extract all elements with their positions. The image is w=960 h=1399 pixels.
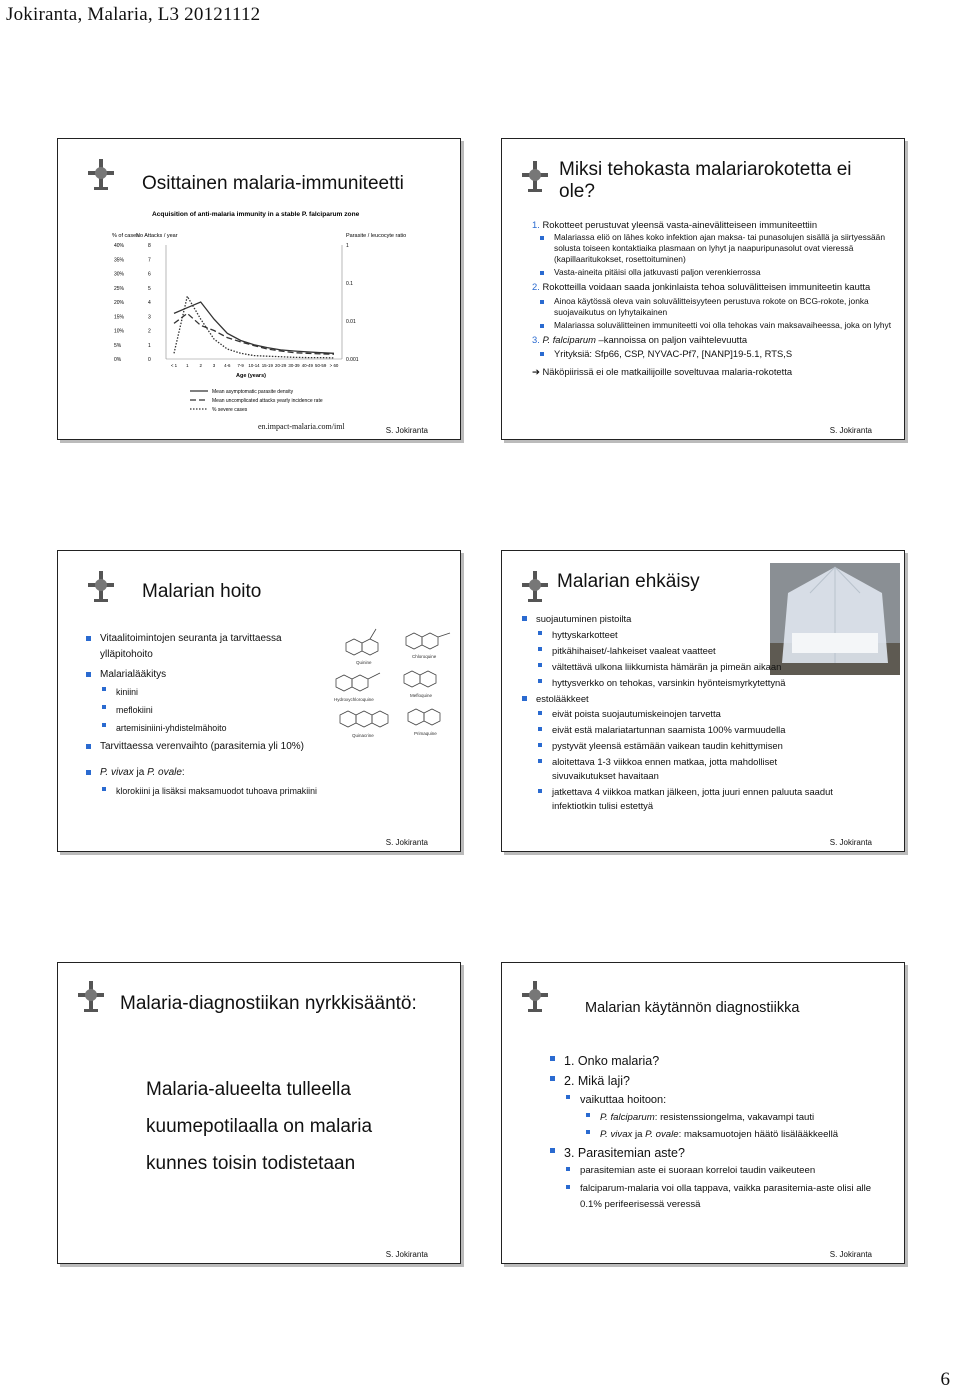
bullet: estolääkkeet: [522, 691, 892, 707]
bullet: vaikuttaa hoitoon:: [566, 1091, 895, 1109]
bullet: hyttyskarkotteet: [538, 627, 892, 643]
x-axis-label: Age (years): [236, 373, 266, 379]
y2-tick-label: 5: [148, 285, 151, 292]
drug-item: meflokiini: [102, 701, 336, 719]
y1-tick-label: 20%: [114, 300, 125, 306]
y1-tick-label: 0%: [114, 357, 122, 363]
x-tick-label: 3: [212, 363, 216, 368]
x-tick-label: 50-59: [315, 363, 327, 368]
structure-label: Quinacrine: [352, 733, 374, 738]
image-source: en.impact-malaria.com/iml: [258, 422, 345, 431]
question: 2. Mikä laji?: [550, 1071, 895, 1091]
arrow-icon: ➔: [532, 366, 540, 377]
conclusion: ➔ Näköpiirissä ei ole matkailijoille soveltuvaa malaria-rokotetta: [532, 366, 793, 377]
bullet: Malarialääkitys: [86, 667, 336, 683]
slide-rule: [57, 962, 461, 1264]
legend-label: Mean uncomplicated attacks yearly incidence rate: [212, 398, 323, 404]
immunity-chart: [110, 205, 410, 425]
bullet: Malariassa eliö on lähes koko infektion ajan maksa- tai punasolujen sisällä ja siirtyessään solusta toiseen kontaktiaika plasmaan on lyhyt ja naapuripunasolut ovat vieressä (kapillaaritukokset, rosettoituminen): [540, 232, 892, 265]
y1-tick-label: 15%: [114, 314, 125, 321]
slide-footer: S. Jokiranta: [385, 838, 428, 847]
x-tick-label: 30-39: [288, 363, 300, 368]
y2-tick-label: 7: [148, 257, 151, 264]
bullet: Ainoa käytössä oleva vain soluvälitteisyyteen perustuva rokote on BCG-rokote, jonka suojavaikutus on lyhytaikainen: [540, 296, 892, 318]
slide-title: Miksi tehokasta malariarokotetta ei ole?: [559, 159, 852, 202]
rule-line: kuumepotilaalla on malaria: [146, 1116, 373, 1137]
item-3: 3. P. falciparum –kannoissa on paljon vaihtelevuutta: [532, 334, 748, 345]
bullet: aloitettava 1-3 viikkoa ennen matkaa, jotta mahdolliset sivuvaikutukset havaitaan: [538, 755, 838, 783]
slide-footer: S. Jokiranta: [385, 1250, 428, 1259]
bullet: Vasta-aineita pitäisi olla jatkuvasti paljon verenkierrossa: [540, 267, 892, 278]
slide-title: Osittainen malaria-immuniteetti: [142, 173, 404, 194]
x-tick-label: 20-29: [275, 363, 287, 368]
drug-structures-image: [326, 619, 456, 749]
y2-tick-label: 2: [148, 328, 151, 335]
slide-title: Malarian hoito: [142, 581, 262, 602]
y1-tick-label: 35%: [114, 257, 125, 264]
y3-tick-label: 0.001: [346, 357, 359, 363]
university-logo-icon: [86, 157, 116, 195]
x-tick-label: 7-9: [237, 363, 244, 368]
x-tick-label: 40-49: [301, 363, 313, 368]
slide-body: [532, 219, 892, 378]
bullet: pystyvät yleensä estämään vaikean taudin kehittymisen: [538, 739, 838, 753]
structure-label: Mefloquine: [410, 693, 433, 698]
bullet: jatkettava 4 viikkoa matkan jälkeen, jotta juuri ennen paluuta saadut infektiotkin tulisi estettyä: [538, 785, 838, 813]
y2-tick-label: 3: [148, 314, 151, 321]
y3-tick-label: 0.1: [346, 281, 353, 287]
y2-label: No Attacks / year: [136, 233, 178, 239]
y3-tick-label: 0.01: [346, 319, 356, 325]
bullet: vältettävä ulkona liikkumista hämärän ja pimeän aikaan: [538, 659, 892, 675]
y1-tick-label: 10%: [114, 328, 125, 335]
drug-item: artemisiniini-yhdistelmähoito: [102, 719, 336, 737]
slide-title: Malaria-diagnostiikan nyrkkisääntö:: [120, 993, 417, 1014]
slide-footer: S. Jokiranta: [829, 838, 872, 847]
series-line: [174, 313, 334, 354]
x-tick-label: 10-14: [248, 363, 260, 368]
y1-tick-label: 30%: [114, 271, 125, 278]
bullet: Malariassa soluvälitteinen immuniteetti voi olla tehokas vain maksavaiheessa, joka on lyhyt: [540, 320, 892, 331]
doc-header: Jokiranta, Malaria, L3 20121112: [6, 4, 261, 25]
slide-immunity: [57, 138, 461, 440]
bullet: falciparum-malaria voi olla tappava, vaikka parasitemia-aste olisi alle 0.1% perifeerisessä veressä: [566, 1181, 886, 1213]
y2-tick-label: 6: [148, 271, 151, 278]
item-1: 1. Rokotteet perustuvat yleensä vasta-ainevälitteiseen immuniteettiin: [532, 219, 818, 230]
bullet: parasitemian aste ei suoraan korreloi taudin vaikeuteen: [566, 1163, 886, 1179]
x-tick-label: < 1: [170, 363, 178, 368]
y2-tick-label: 4: [148, 300, 151, 306]
item-2: 2. Rokotteilla voidaan saada jonkinlaista tehoa soluvälitteisen immuniteetin kautta: [532, 281, 871, 292]
x-tick-label: 4-6: [224, 363, 231, 368]
chart-title: Acquisition of anti-malaria immunity in a stable P. falciparum zone: [152, 211, 360, 218]
bullet: hyttysverkko on tehokas, varsinkin hyönteismyrkytettynä: [538, 675, 892, 691]
question: 3. Parasitemian aste?: [550, 1143, 895, 1163]
bullet: klorokiini ja lisäksi maksamuodot tuhoava primakiini: [102, 783, 402, 799]
drug-item: kiniini: [102, 683, 336, 701]
university-logo-icon: [76, 979, 106, 1017]
rule-line: kunnes toisin todistetaan: [146, 1153, 356, 1174]
slide-footer: S. Jokiranta: [829, 426, 872, 435]
structure-label: Hydroxychloroquine: [334, 697, 374, 702]
bullet: suojautuminen pistoilta: [522, 611, 892, 627]
y3-label: Parasite / leucocyte ratio: [346, 233, 407, 239]
bullet: Yrityksiä: Sfp66, CSP, NYVAC-Pf7, [NANP]19-5.1, RTS,S: [540, 348, 892, 360]
slide-body: [522, 611, 892, 813]
structure-label: Primaquine: [414, 731, 437, 736]
structure-label: Chloroquine: [412, 654, 437, 659]
legend-label: Mean asymptomatic parasite density: [212, 389, 294, 395]
slide-prevention: [501, 550, 905, 852]
slide-footer: S. Jokiranta: [829, 1250, 872, 1259]
rule-text: [146, 1071, 372, 1182]
bullet: pitkähihaiset/-lahkeiset vaaleat vaatteet: [538, 643, 892, 659]
y1-tick-label: 5%: [114, 342, 122, 349]
university-logo-icon: [86, 569, 116, 607]
university-logo-icon: [520, 979, 550, 1017]
slide-body: [550, 1051, 895, 1213]
structure-label: Quinine: [356, 660, 372, 665]
slide-vaccine: [501, 138, 905, 440]
legend-label: % severe cases: [212, 407, 248, 413]
slide-body: [86, 631, 336, 799]
slide-title: Malarian käytännön diagnostiikka: [585, 1000, 800, 1016]
slide-footer: S. Jokiranta: [385, 426, 428, 435]
y2-tick-label: 1: [148, 342, 151, 349]
university-logo-icon: [520, 159, 550, 197]
x-tick-label: 1: [186, 363, 189, 368]
y2-tick-label: 0: [148, 357, 151, 363]
bullet: eivät poista suojautumiskeinojen tarvetta: [538, 707, 838, 721]
university-logo-icon: [520, 569, 550, 607]
slide-treatment: [57, 550, 461, 852]
bullet: P. vivax ja P. ovale:: [86, 765, 386, 781]
bullet: eivät estä malariatartunnan saamista 100% varmuudella: [538, 723, 838, 737]
slide-title: Malarian ehkäisy: [557, 571, 700, 592]
rule-line: Malaria-alueelta tulleella: [146, 1079, 351, 1100]
y1-tick-label: 25%: [114, 285, 125, 292]
bullet: Vitaalitoimintojen seuranta ja tarvittaessa ylläpitohoito: [86, 631, 336, 663]
slide-diagnostics: [501, 962, 905, 1264]
y1-tick-label: 40%: [114, 243, 125, 249]
y3-tick-label: 1: [346, 243, 349, 249]
x-tick-label: 15-19: [261, 363, 273, 368]
series-line: [174, 296, 334, 358]
x-tick-label: > 60: [329, 363, 339, 368]
bullet: P. vivax ja P. ovale: maksamuotojen häätö lisälääkkeellä: [586, 1126, 895, 1143]
y1-label: % of cases: [112, 233, 139, 239]
page-number: 6: [940, 1369, 950, 1390]
question: 1. Onko malaria?: [550, 1051, 895, 1071]
y2-tick-label: 8: [148, 243, 151, 249]
bullet: P. falciparum: resistenssiongelma, vakavampi tauti: [586, 1109, 895, 1126]
x-tick-label: 2: [199, 363, 202, 368]
bullet: Tarvittaessa verenvaihto (parasitemia yli 10%): [86, 739, 386, 755]
